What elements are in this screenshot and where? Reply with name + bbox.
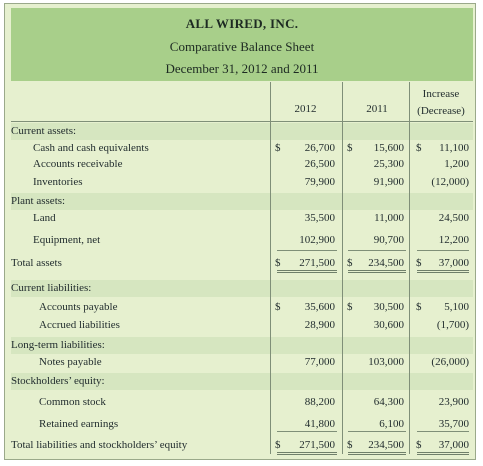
amount-cell: 88,200 [304, 396, 335, 408]
table-row [5, 156, 475, 174]
amount-cell: 11,100 [439, 142, 469, 154]
currency-symbol: $ [416, 142, 422, 154]
amount-cell: 41,800 [304, 418, 335, 430]
amount-cell: 102,900 [299, 234, 335, 246]
company-name: ALL WIRED, INC. [185, 16, 299, 31]
subtotal-rule [417, 431, 469, 432]
currency-symbol: $ [275, 301, 281, 313]
currency-symbol: $ [275, 257, 281, 269]
amount-cell: 6,100 [379, 418, 404, 430]
row-label: Cash and cash equivalents [33, 142, 149, 154]
amount-cell: 37,000 [438, 257, 469, 269]
row-label: Stockholders’ equity: [11, 375, 105, 387]
currency-symbol: $ [275, 142, 281, 154]
currency-symbol: $ [416, 301, 422, 313]
total-double-rule [277, 452, 337, 455]
amount-cell: 77,000 [304, 356, 335, 368]
table-row [5, 337, 475, 355]
amount-cell: 30,500 [373, 301, 404, 313]
amount-cell: 234,500 [368, 257, 404, 269]
amount-cell: (1,700) [436, 319, 469, 331]
header-divider [11, 121, 473, 122]
subtotal-rule [277, 250, 337, 251]
currency-symbol: $ [416, 439, 422, 451]
amount-cell: 12,200 [438, 234, 469, 246]
row-label: Common stock [39, 396, 106, 408]
row-label: Equipment, net [33, 234, 101, 246]
row-label: Current liabilities: [11, 282, 92, 294]
amount-cell: 23,900 [438, 396, 469, 408]
subtotal-rule [277, 431, 337, 432]
table-row [5, 299, 475, 317]
currency-symbol: $ [416, 257, 422, 269]
column-header-2011: 2011 [366, 103, 388, 115]
table-row [5, 193, 475, 211]
amount-cell: 26,500 [304, 158, 335, 170]
amount-cell: 35,500 [304, 212, 335, 224]
amount-cell: 35,700 [438, 418, 469, 430]
amount-cell: 5,100 [444, 301, 469, 313]
amount-cell: 91,900 [373, 176, 404, 188]
amount-cell: 26,700 [304, 142, 335, 154]
subtotal-rule [348, 431, 406, 432]
currency-symbol: $ [347, 142, 353, 154]
amount-cell: 1,200 [444, 158, 469, 170]
table-row [5, 232, 475, 250]
table-row [5, 123, 475, 141]
table-row [5, 174, 475, 192]
change-header-line1: Increase [422, 88, 460, 100]
row-label: Plant assets: [11, 195, 66, 207]
table-row [5, 373, 475, 391]
table-row [5, 210, 475, 228]
amount-cell: 35,600 [304, 301, 335, 313]
amount-cell: 24,500 [438, 212, 469, 224]
amount-cell: 28,900 [304, 319, 335, 331]
amount-cell: 11,000 [374, 212, 404, 224]
total-double-rule [348, 270, 406, 273]
table-row [5, 394, 475, 412]
column-header-2012: 2012 [294, 103, 317, 115]
table-row [5, 354, 475, 372]
amount-cell: 90,700 [373, 234, 404, 246]
row-label: Accrued liabilities [39, 319, 120, 331]
row-label: Total liabilities and stockholders’ equity [11, 439, 188, 451]
row-label: Land [33, 212, 56, 224]
row-label: Retained earnings [39, 418, 119, 430]
currency-symbol: $ [347, 257, 353, 269]
amount-cell: (12,000) [431, 176, 469, 188]
row-label: Inventories [33, 176, 83, 188]
table-row [5, 280, 475, 298]
amount-cell: 271,500 [299, 257, 335, 269]
row-label: Notes payable [39, 356, 102, 368]
amount-cell: 271,500 [299, 439, 335, 451]
row-label: Current assets: [11, 125, 77, 137]
currency-symbol: $ [347, 439, 353, 451]
total-double-rule [417, 452, 469, 455]
statement-header [11, 8, 473, 81]
table-row [5, 317, 475, 335]
statement-period: December 31, 2012 and 2011 [165, 61, 319, 76]
row-label: Total assets [11, 257, 62, 269]
row-label: Accounts payable [39, 301, 118, 313]
statement-title: Comparative Balance Sheet [169, 39, 315, 54]
column-divider [409, 82, 410, 454]
subtotal-rule [417, 250, 469, 251]
amount-cell: 103,000 [368, 356, 404, 368]
currency-symbol: $ [275, 439, 281, 451]
column-header-change [410, 86, 472, 120]
total-double-rule [277, 270, 337, 273]
amount-cell: 37,000 [438, 439, 469, 451]
row-label: Accounts receivable [33, 158, 123, 170]
balance-sheet [4, 3, 476, 460]
total-double-rule [348, 452, 406, 455]
amount-cell: (26,000) [431, 356, 469, 368]
column-divider [270, 82, 271, 454]
amount-cell: 234,500 [368, 439, 404, 451]
amount-cell: 30,600 [373, 319, 404, 331]
row-label: Long-term liabilities: [11, 339, 105, 351]
amount-cell: 15,600 [373, 142, 404, 154]
amount-cell: 79,900 [304, 176, 335, 188]
currency-symbol: $ [347, 301, 353, 313]
amount-cell: 25,300 [373, 158, 404, 170]
subtotal-rule [348, 250, 406, 251]
column-divider [342, 82, 343, 454]
change-header-line2: (Decrease) [417, 105, 465, 117]
amount-cell: 64,300 [373, 396, 404, 408]
total-double-rule [417, 270, 469, 273]
